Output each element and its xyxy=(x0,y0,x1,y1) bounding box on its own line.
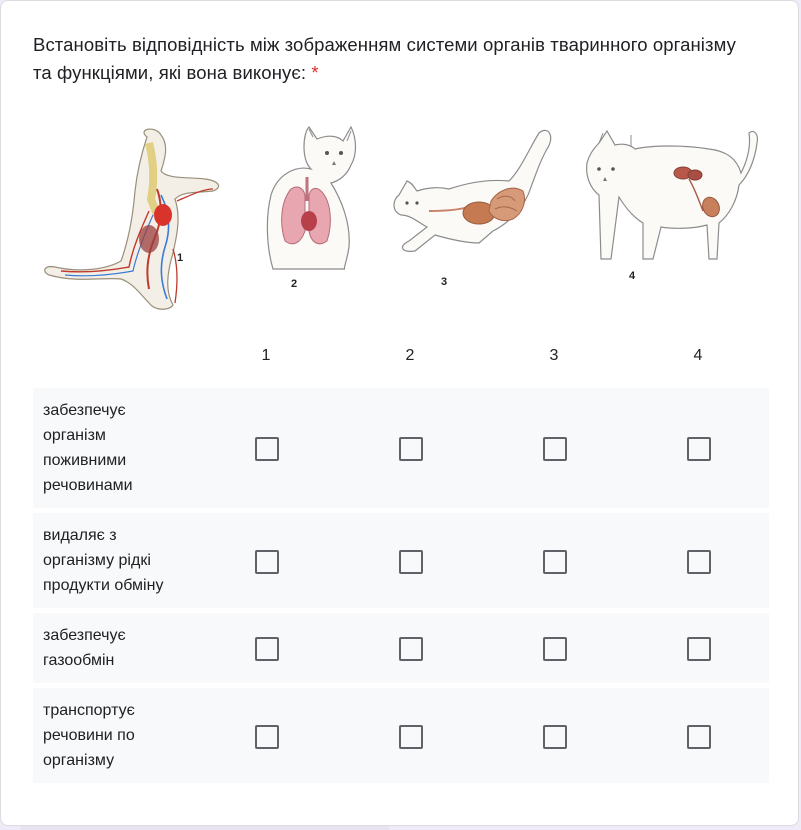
checkbox-row2-col2[interactable] xyxy=(399,550,423,574)
checkbox-row4-col1[interactable] xyxy=(255,725,279,749)
checkbox-row3-col2[interactable] xyxy=(399,637,423,661)
checkbox-row1-col3[interactable] xyxy=(543,437,567,461)
grid-row-gas-exchange xyxy=(33,613,769,683)
figure-label-4: 4 xyxy=(629,270,636,282)
row-label-transport: транспортує речовини по організму xyxy=(43,702,135,769)
checkbox-row1-col2[interactable] xyxy=(399,437,423,461)
question-title xyxy=(33,31,753,87)
required-star: * xyxy=(311,62,319,83)
checkbox-row1-col1[interactable] xyxy=(255,437,279,461)
checkbox-row3-col4[interactable] xyxy=(687,637,711,661)
checkbox-row2-col1[interactable] xyxy=(255,550,279,574)
figure-label-2: 2 xyxy=(291,278,298,290)
checkbox-row4-col4[interactable] xyxy=(687,725,711,749)
checkbox-row3-col3[interactable] xyxy=(543,637,567,661)
row-label-excretion: видаляє з організму рідкі продукти обміну xyxy=(43,527,164,594)
column-header-1: 1 xyxy=(261,347,271,364)
grid-row-transport xyxy=(33,688,769,783)
grid-column-header xyxy=(33,341,769,371)
cat-excretory-illustration xyxy=(569,119,769,289)
row-label-nutrients: забезпечує організм поживними речовинами xyxy=(43,402,133,494)
checkbox-row4-col2[interactable] xyxy=(399,725,423,749)
question-image xyxy=(33,119,769,319)
cat-circulatory-illustration xyxy=(37,119,233,319)
checkbox-row2-col4[interactable] xyxy=(687,550,711,574)
row-label-gas-exchange: забезпечує газообмін xyxy=(43,627,126,669)
cat-digestive-illustration xyxy=(389,119,559,299)
column-header-2: 2 xyxy=(405,347,415,364)
bottom-edge xyxy=(20,826,390,830)
figure-label-1: 1 xyxy=(177,252,184,264)
checkbox-row3-col1[interactable] xyxy=(255,637,279,661)
figure-label-3: 3 xyxy=(441,276,448,288)
checkbox-row1-col4[interactable] xyxy=(687,437,711,461)
question-text: Встановіть відповідність між зображенням системи органів тваринного організму та функціями, які вона виконує: xyxy=(33,34,736,83)
grid-row-excretion xyxy=(33,513,769,608)
grid-row-nutrients xyxy=(33,388,769,508)
checkbox-row2-col3[interactable] xyxy=(543,550,567,574)
cat-respiratory-illustration xyxy=(251,119,371,299)
checkbox-row4-col3[interactable] xyxy=(543,725,567,749)
column-header-4: 4 xyxy=(693,347,703,364)
column-header-3: 3 xyxy=(549,347,559,364)
